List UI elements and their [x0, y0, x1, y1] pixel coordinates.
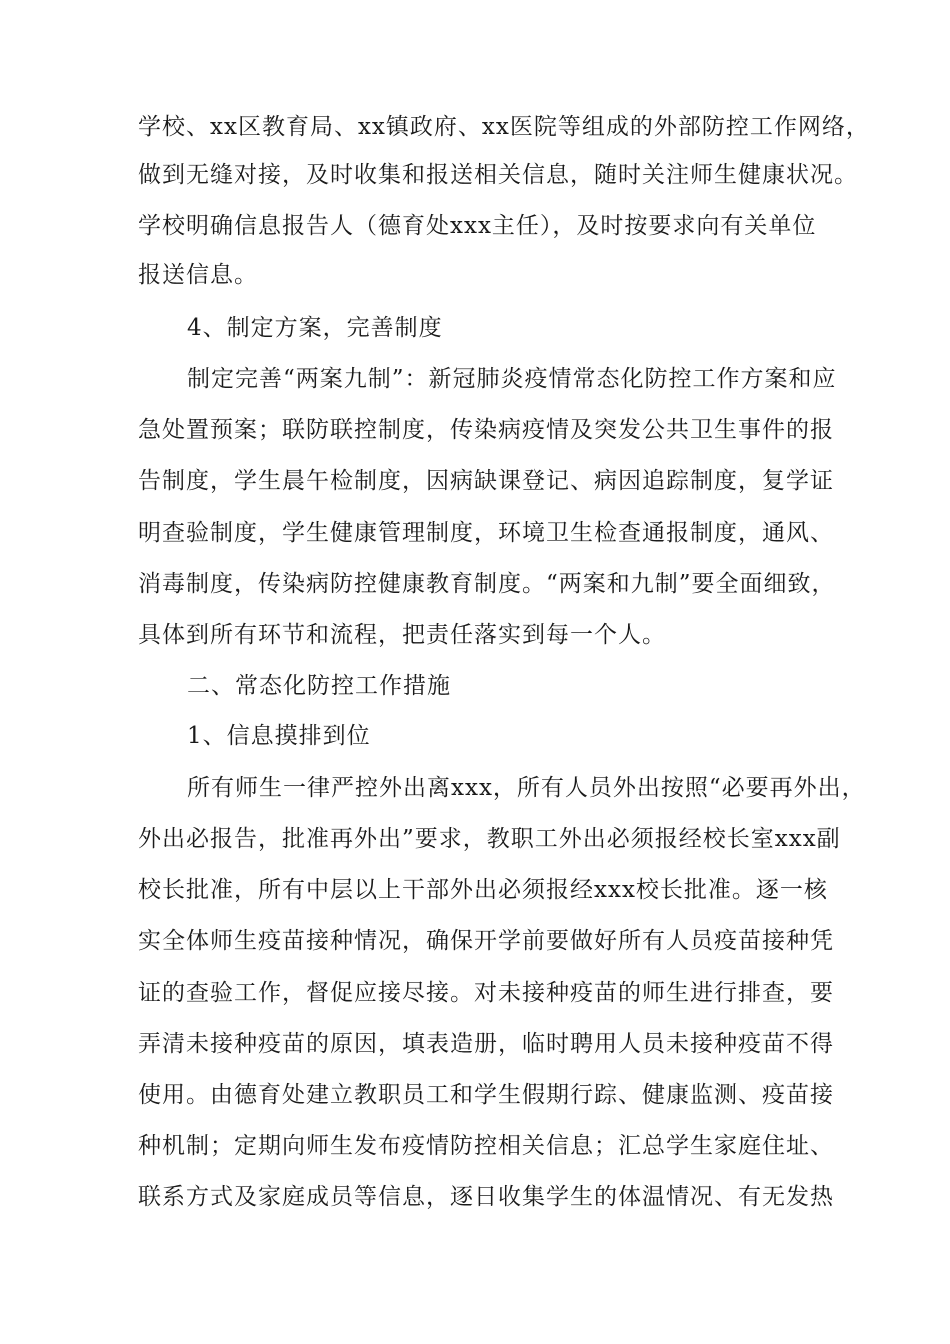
paragraph-line: 消毒制度，传染病防控健康教育制度。“两案和九制”要全面细致， [138, 571, 836, 597]
paragraph-line: 弄清未接种疫苗的原因，填表造册，临时聘用人员未接种疫苗不得 [138, 1031, 834, 1057]
paragraph-line: 明查验制度，学生健康管理制度，环境卫生检查通报制度，通风、 [138, 520, 834, 546]
paragraph-line: 种机制；定期向师生发布疫情防控相关信息；汇总学生家庭住址、 [138, 1133, 834, 1159]
paragraph-line: 做到无缝对接，及时收集和报送相关信息，随时关注师生健康状况。 [138, 162, 858, 188]
paragraph-line: 实全体师生疫苗接种情况，确保开学前要做好所有人员疫苗接种凭 [138, 928, 834, 954]
paragraph-line: 证的查验工作，督促应接尽接。对未接种疫苗的师生进行排查，要 [138, 980, 834, 1006]
subsection-heading: 1、信息摸排到位 [187, 723, 371, 749]
paragraph-line: 报送信息。 [138, 262, 258, 288]
paragraph-line: 学校、xx区教育局、xx镇政府、xx医院等组成的外部防控工作网络， [138, 114, 870, 140]
paragraph-line: 外出必报告，批准再外出”要求，教职工外出必须报经校长室xxx副 [138, 826, 841, 852]
paragraph-line: 校长批准，所有中层以上干部外出必须报经xxx校长批准。逐一核 [138, 877, 828, 903]
paragraph-line: 告制度，学生晨午检制度，因病缺课登记、病因追踪制度，复学证 [138, 468, 834, 494]
paragraph-line: 急处置预案；联防联控制度，传染病疫情及突发公共卫生事件的报 [138, 417, 834, 443]
paragraph-line: 使用。由德育处建立教职员工和学生假期行踪、健康监测、疫苗接 [138, 1082, 834, 1108]
paragraph-line: 制定完善“两案九制”：新冠肺炎疫情常态化防控工作方案和应 [187, 366, 837, 392]
paragraph-line: 具体到所有环节和流程，把责任落实到每一个人。 [138, 622, 666, 648]
section-heading: 二、常态化防控工作措施 [187, 673, 451, 699]
paragraph-line: 联系方式及家庭成员等信息，逐日收集学生的体温情况、有无发热 [138, 1184, 834, 1210]
paragraph-line: 所有师生一律严控外出离xxx，所有人员外出按照“必要再外出， [187, 775, 866, 801]
section-heading: 4、制定方案，完善制度 [187, 315, 443, 341]
paragraph-line: 学校明确信息报告人（德育处xxx主任），及时按要求向有关单位 [138, 213, 817, 239]
